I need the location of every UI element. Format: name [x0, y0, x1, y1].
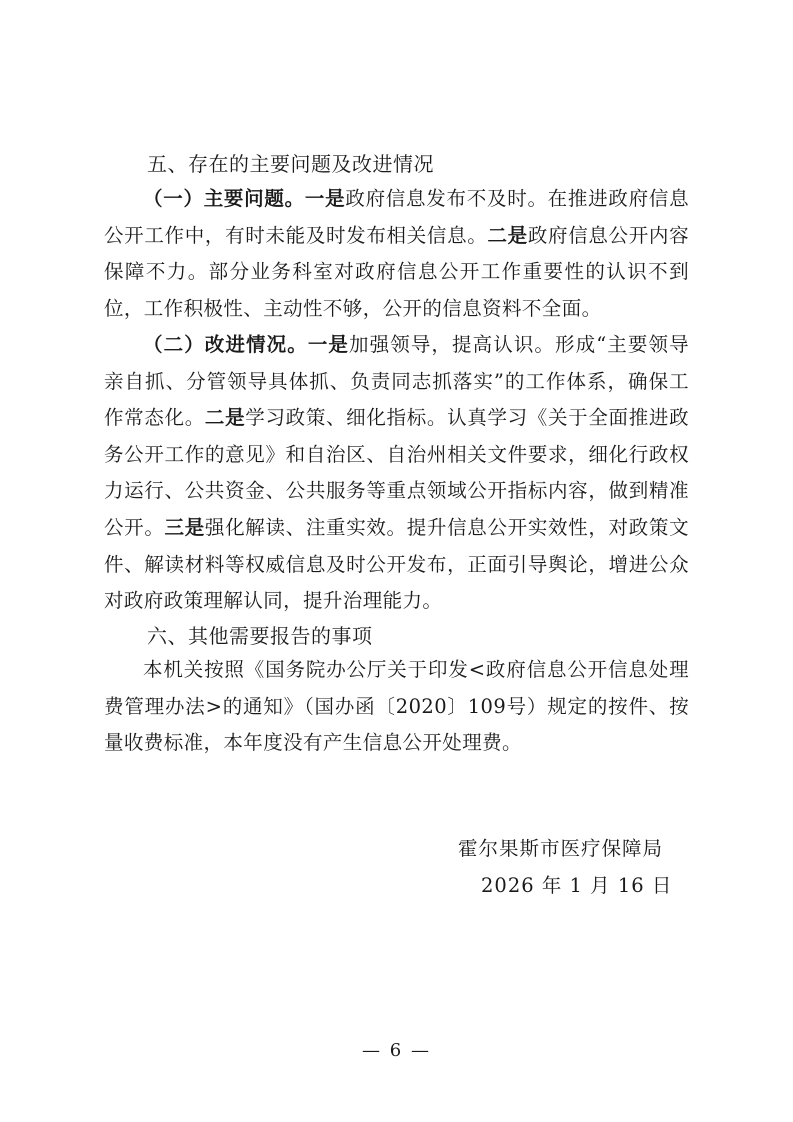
signature-date: 2026 年 1 月 16 日 — [481, 874, 673, 897]
signature-org: 霍尔果斯市医疗保障局 — [458, 837, 664, 860]
improvement-3-keyword: 三是 — [164, 515, 205, 539]
improvement-2-text: 学习政策、细化指标。认真学习《关于全面推进政务公开工作的意见》和自治区、自治州相关文件要求，细化行政权力运行、公共资金、公共服务等重点领域公开指标内容，做到精准公开。 — [104, 406, 689, 539]
improvement-2-keyword: 二是 — [204, 406, 246, 430]
improvement-3-text: 强化解读、注重实效。提升信息公开实效性，对政策文件、解读材料等权威信息及时公开发布，正面引导舆论，增进公众对政府政策理解认同，提升治理能力。 — [104, 515, 689, 613]
section-6-heading: 六、其他需要报告的事项 — [147, 624, 373, 648]
section-5-para-improvements — [104, 327, 689, 620]
improvements-heading: （二）改进情况。 — [143, 333, 308, 356]
problems-heading: （一）主要问题。 — [143, 187, 305, 210]
section-5-heading: 五、存在的主要问题及改进情况 — [147, 152, 434, 176]
improvement-1-keyword: 一是 — [307, 333, 350, 356]
problem-2-keyword: 二是 — [487, 223, 528, 247]
problem-1-keyword: 一是 — [304, 187, 346, 210]
section-6-body: 本机关按照《国务院办公厅关于印发<政府信息公开信息处理费管理办法>的通知》（国办函〔2020〕109号）规定的按件、按量收费标准，本年度没有产生信息公开处理费。 — [104, 658, 689, 755]
improvement-1-text: 加强领导，提高认识。形成“主要领导亲自抓、分管领导具体抓、负责同志抓落实”的工作体系，确保工作常态化。 — [104, 333, 689, 430]
page-number: — 6 — — [362, 1040, 431, 1061]
problem-2-text: 政府信息公开内容保障不力。部分业务科室对政府信息公开工作重要性的认识不到位，工作积极性、主动性不够，公开的信息资料不全面。 — [104, 223, 689, 320]
section-5-para-problems — [104, 181, 689, 327]
problem-1-text: 政府信息发布不及时。在推进政府信息公开工作中，有时未能及时发布相关信息。 — [104, 187, 689, 247]
